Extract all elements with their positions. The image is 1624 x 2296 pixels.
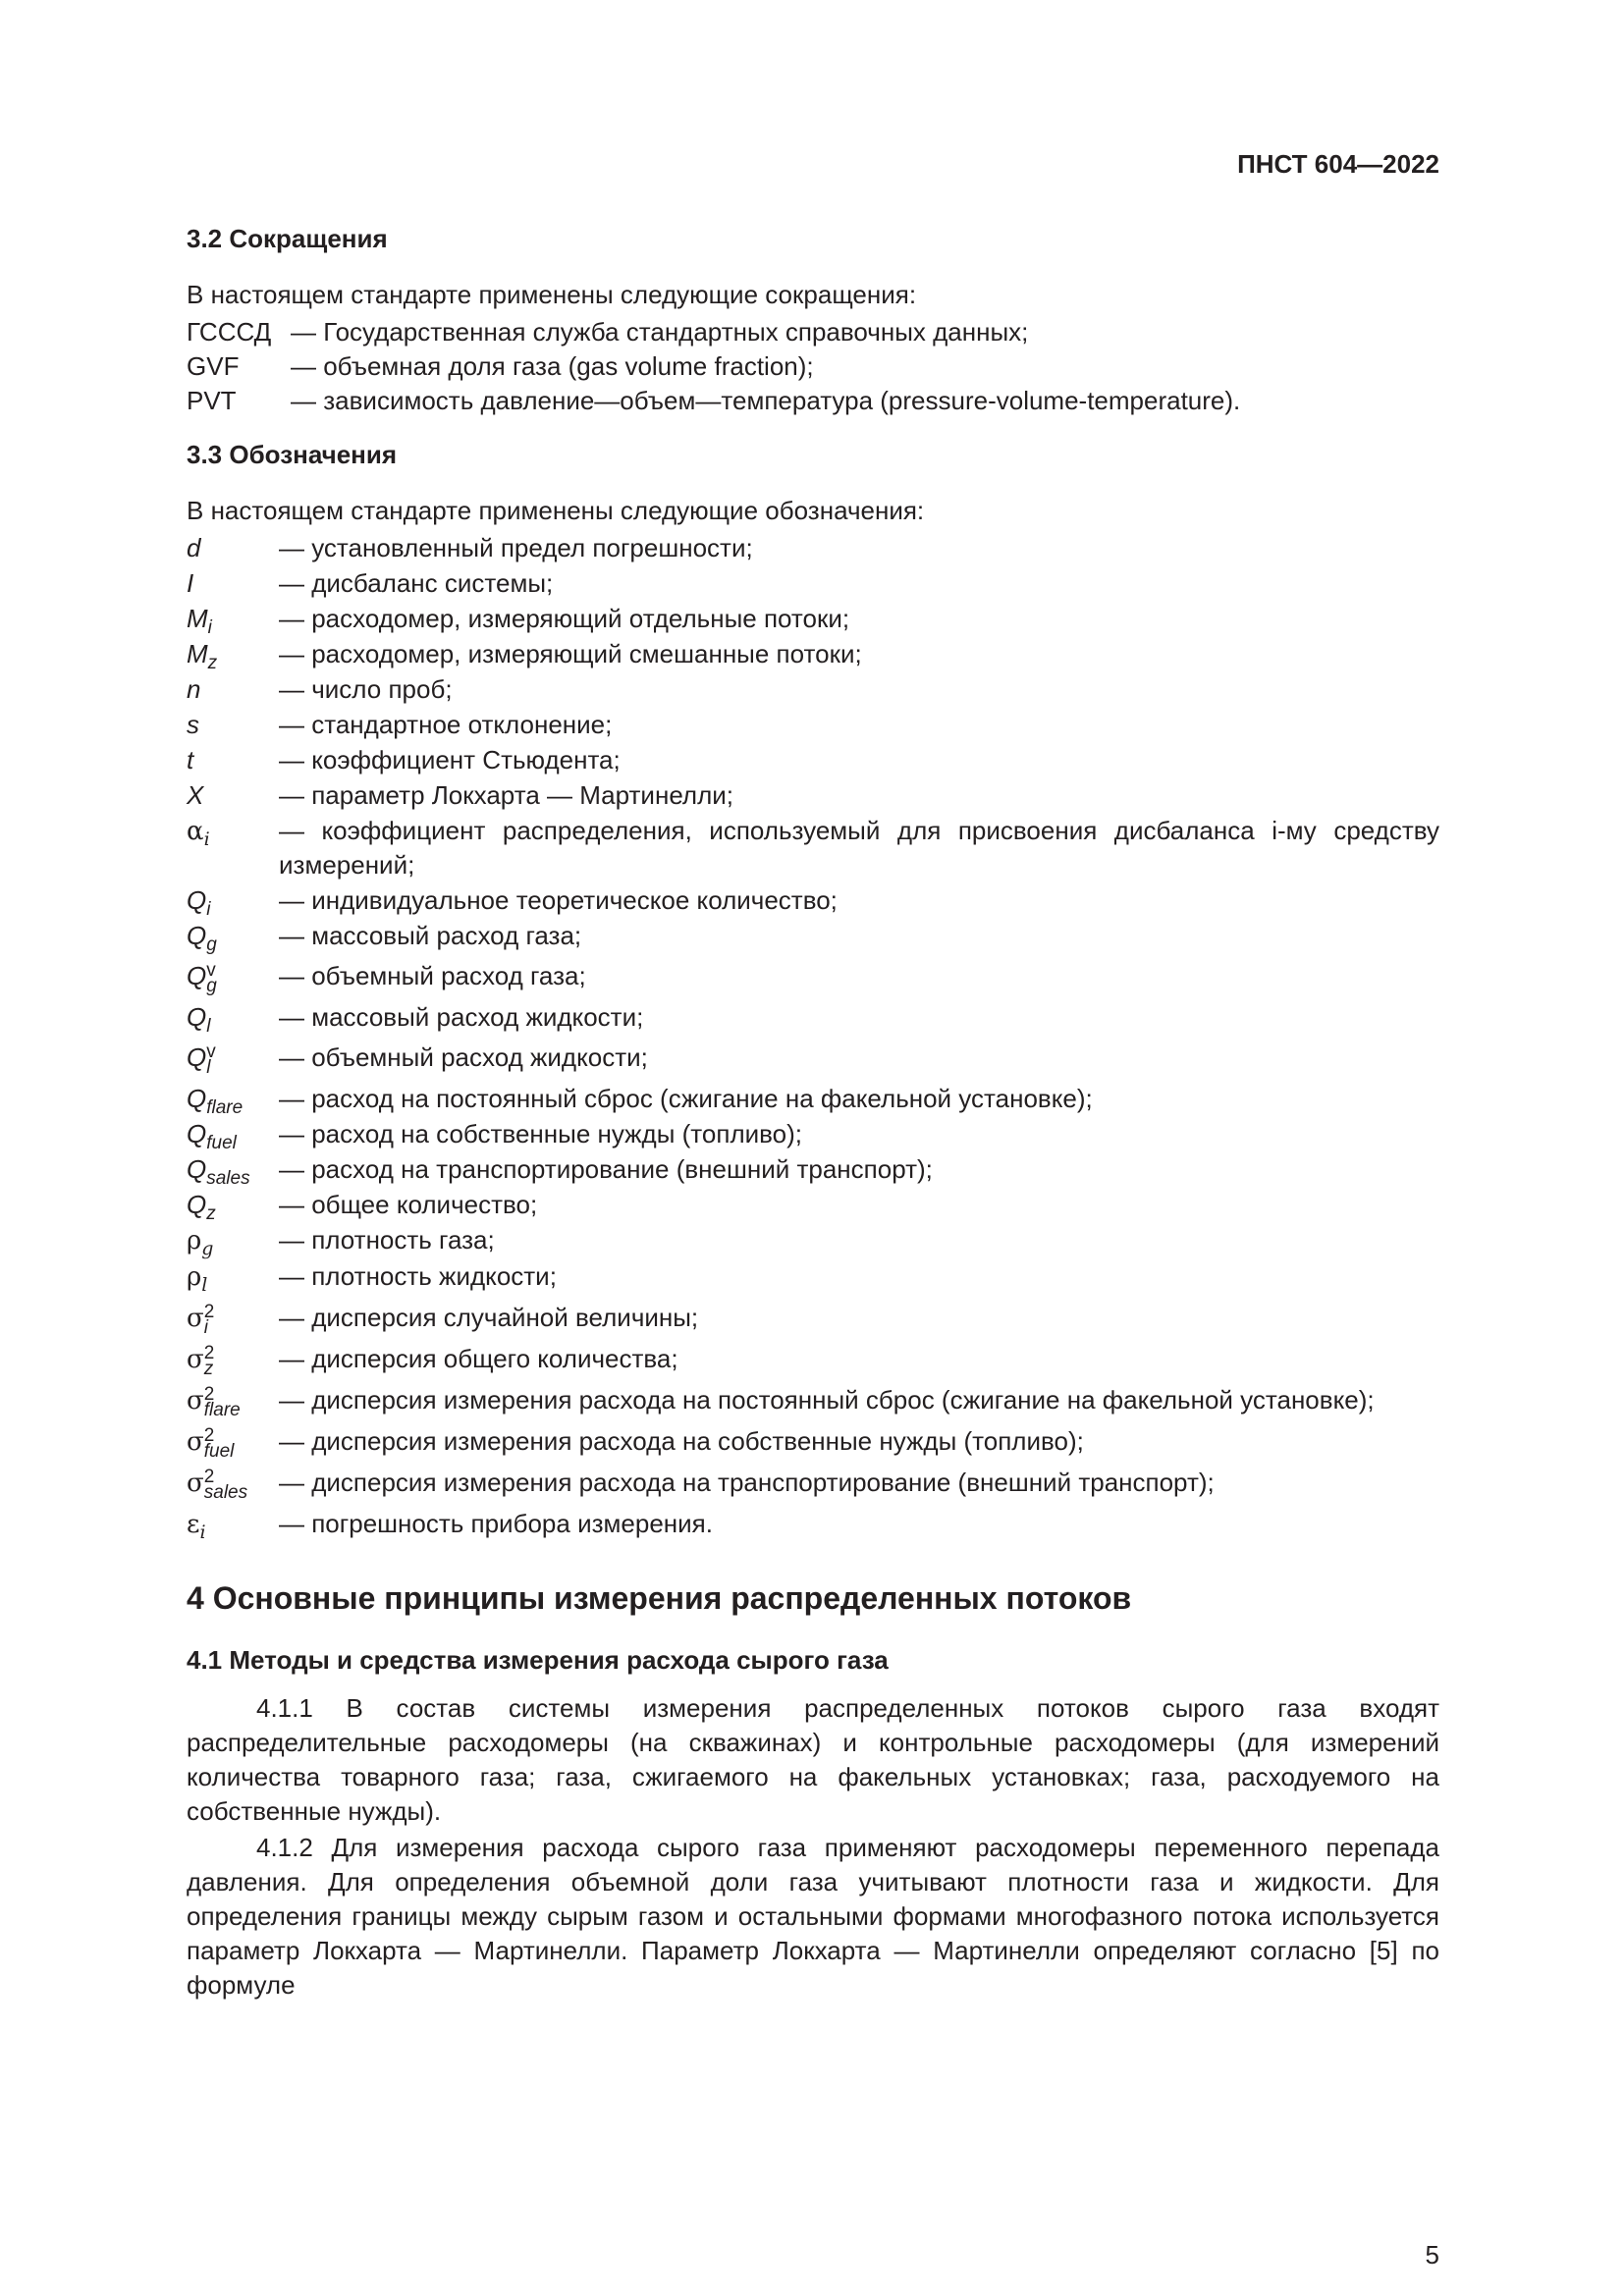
symbol-term (187, 1508, 279, 1542)
symbol-subscript: fuel (206, 1133, 237, 1154)
symbol-subscript: z (203, 1359, 214, 1379)
symbol-item (187, 1259, 1439, 1295)
symbol-item (187, 1424, 1439, 1460)
abbreviation-item (187, 349, 1439, 384)
symbol-subscript: i (199, 1522, 206, 1544)
symbol-item (187, 1041, 1439, 1076)
symbol-base: Q (187, 921, 207, 950)
symbol-base: ε (187, 1510, 200, 1539)
symbol-term (187, 883, 279, 921)
symbol-term (187, 1152, 279, 1190)
symbol-base: σ (187, 1304, 204, 1333)
symbol-subscript: i (203, 828, 210, 851)
symbol-term (187, 566, 279, 601)
symbol-subscript: flare (203, 1400, 241, 1420)
symbol-subscript: i (207, 617, 212, 639)
abbreviation-term: GVF (187, 351, 240, 381)
symbol-item (187, 1000, 1439, 1038)
symbol-base: σ (187, 1345, 204, 1374)
symbol-index-stack (203, 1384, 241, 1420)
symbol-item (187, 1507, 1439, 1542)
symbol-desc: — дисперсия измерения расхода на транспортирование (внешний транспорт); (279, 1468, 1215, 1497)
symbol-desc: — расходомер, измеряющий смешанные потоки; (279, 639, 862, 668)
paragraph-4-1-1: 4.1.1 В состав системы измерения распределенных потоков сырого газа входят распределительные расходомеры (на скважинах) и контрольные расходомеры (для измерений количества товарного газа; газа, сжигаемого на факельных установках; газа, расходуемого на собственные нужды). (187, 1693, 1439, 1826)
symbol-term (187, 1041, 279, 1076)
symbol-term (187, 672, 279, 707)
section-3-2-title: 3.2 Сокращения (187, 224, 388, 253)
paragraph-4-1-2: 4.1.2 Для измерения расхода сырого газа применяют расходомеры переменного перепада давления. Для определения объемной доли газа учитывают плотности газа и жидкости. Для определения границы между сырым газом и остальными формами многофазного потока используется параметр Локхарта — Мартинелли. Параметр Локхарта — Мартинелли определяют согласно [5] по формуле (187, 1833, 1439, 2000)
symbol-desc: — общее количество; (279, 1190, 538, 1219)
symbol-subscript: flare (206, 1097, 244, 1119)
symbol-item (187, 637, 1439, 674)
symbol-desc: — расход на собственные нужды (топливо); (279, 1119, 802, 1148)
symbols-list (187, 531, 1439, 1542)
symbol-item (187, 1466, 1439, 1501)
symbol-superscript: v (206, 960, 216, 981)
symbol-item (187, 778, 1439, 813)
symbol-subscript: fuel (203, 1441, 235, 1462)
symbol-desc: — число проб; (279, 674, 453, 704)
symbol-index-stack (203, 1302, 215, 1338)
symbol-superscript: v (206, 1041, 216, 1062)
symbol-subscript: i (203, 1317, 208, 1338)
symbol-base: Q (187, 961, 207, 990)
symbol-term (187, 708, 279, 742)
symbol-base: σ (187, 1427, 204, 1457)
symbol-subscript: z (206, 1203, 216, 1225)
symbol-superscript: 2 (203, 1467, 215, 1487)
symbol-base: n (187, 674, 201, 704)
symbol-term (187, 1384, 279, 1418)
symbol-desc: — параметр Локхарта — Мартинелли; (279, 780, 733, 810)
symbol-desc: — расход на постоянный сброс (сжигание на факельной установке); (279, 1084, 1093, 1113)
symbol-subscript: l (206, 1057, 211, 1078)
symbol-desc: — дисперсия измерения расхода на собственные нужды (топливо); (279, 1426, 1084, 1456)
symbol-base: Q (187, 1190, 207, 1219)
symbol-subscript: l (206, 1016, 211, 1038)
symbol-desc: — массовый расход газа; (279, 921, 582, 950)
abbreviation-item (187, 384, 1439, 418)
symbol-item (187, 814, 1439, 882)
symbol-base: σ (187, 1386, 204, 1415)
symbol-base: M (187, 604, 208, 633)
abbreviation-desc: — зависимость давление—объем—температура (pressure-volume-temperature). (291, 386, 1241, 415)
symbol-index-stack (206, 960, 217, 996)
symbol-item (187, 1342, 1439, 1377)
symbol-item (187, 1082, 1439, 1119)
symbol-item (187, 919, 1439, 956)
symbol-desc: — плотность газа; (279, 1225, 495, 1255)
section-3-3-intro: В настоящем стандарте применены следующие обозначения: (187, 496, 925, 525)
symbol-item (187, 1117, 1439, 1154)
symbol-term (187, 531, 279, 565)
symbol-base: s (187, 710, 199, 739)
symbol-term (187, 1343, 279, 1377)
symbol-term (187, 1467, 279, 1501)
symbol-term (187, 602, 279, 639)
symbol-desc: — коэффициент распределения, используемый для присвоения дисбаланса i-му средству измерений; (279, 816, 1439, 880)
abbreviation-item (187, 315, 1439, 349)
abbreviation-term: PVT (187, 386, 237, 415)
symbol-term (187, 1260, 279, 1295)
symbol-index-stack (203, 1425, 235, 1462)
symbol-desc: — массовый расход жидкости; (279, 1002, 644, 1032)
symbol-subscript: z (207, 653, 218, 674)
symbol-desc: — коэффициент Стьюдента; (279, 745, 621, 774)
symbol-subscript: g (206, 934, 217, 956)
symbol-term (187, 1188, 279, 1225)
symbol-superscript: 2 (203, 1302, 215, 1322)
symbol-base: d (187, 533, 201, 562)
abbreviation-desc: — Государственная служба стандартных справочных данных; (291, 317, 1029, 347)
symbol-term (187, 1117, 279, 1154)
symbol-subscript: g (201, 1238, 214, 1260)
symbol-item (187, 602, 1439, 639)
symbol-desc: — погрешность прибора измерения. (279, 1509, 713, 1538)
symbol-item (187, 708, 1439, 742)
symbol-desc: — расходомер, измеряющий отдельные потоки; (279, 604, 850, 633)
symbol-base: Q (187, 1042, 207, 1072)
symbol-item (187, 959, 1439, 994)
abbreviation-desc: — объемная доля газа (gas volume fraction); (291, 351, 814, 381)
symbol-item (187, 531, 1439, 565)
symbol-item (187, 743, 1439, 777)
symbol-base: M (187, 639, 208, 668)
symbol-desc: — дисперсия случайной величины; (279, 1303, 699, 1332)
symbol-superscript: 2 (203, 1425, 215, 1446)
symbol-subscript: l (201, 1274, 208, 1297)
symbol-item (187, 672, 1439, 707)
section-3-2-intro: В настоящем стандарте применены следующие сокращения: (187, 280, 917, 309)
symbol-base: ρ (187, 1262, 202, 1292)
symbol-base: Q (187, 1002, 207, 1032)
symbol-index-stack (204, 1469, 247, 1501)
symbol-base: Q (187, 885, 207, 915)
chapter-4-title: 4 Основные принципы измерения распределенных потоков (187, 1580, 1132, 1616)
symbol-term (187, 1425, 279, 1460)
symbol-superscript: 2 (203, 1343, 215, 1363)
page-number: 5 (1425, 2240, 1439, 2269)
subsection-4-1-title: 4.1 Методы и средства измерения расхода сырого газа (187, 1645, 889, 1675)
symbol-base: α (187, 817, 204, 846)
symbol-desc: — расход на транспортирование (внешний транспорт); (279, 1154, 933, 1184)
symbol-term (187, 815, 279, 849)
symbol-base: σ (187, 1468, 204, 1498)
symbol-index-stack (203, 1343, 215, 1379)
symbol-item (187, 1301, 1439, 1336)
symbol-item (187, 1188, 1439, 1225)
symbol-term (187, 637, 279, 674)
symbol-superscript: 2 (203, 1384, 215, 1405)
symbol-desc: — дисбаланс системы; (279, 568, 554, 598)
symbol-base: Q (187, 1154, 207, 1184)
section-3-3-title: 3.3 Обозначения (187, 440, 398, 469)
symbol-term (187, 1082, 279, 1119)
symbol-base: ρ (187, 1226, 202, 1255)
symbol-desc: — дисперсия измерения расхода на постоянный сброс (сжигание на факельной установке); (279, 1385, 1375, 1415)
symbol-term (187, 919, 279, 956)
symbol-base: t (187, 745, 194, 774)
symbol-item (187, 883, 1439, 921)
symbol-item (187, 1223, 1439, 1258)
symbol-item (187, 1383, 1439, 1418)
symbol-base: X (187, 780, 204, 810)
symbol-desc: — объемный расход жидкости; (279, 1042, 648, 1072)
symbol-term (187, 1224, 279, 1258)
symbol-term (187, 1000, 279, 1038)
symbol-term (187, 959, 279, 994)
symbol-subscript: i (206, 899, 211, 921)
document-code: ПНСТ 604—2022 (1237, 149, 1439, 179)
symbol-term (187, 743, 279, 777)
symbol-index-stack (206, 1041, 216, 1078)
symbol-desc: — дисперсия общего количества; (279, 1344, 678, 1373)
abbreviation-term: ГСССД (187, 317, 272, 347)
symbol-term (187, 778, 279, 813)
symbol-base: Q (187, 1119, 207, 1148)
symbol-base: Q (187, 1084, 207, 1113)
symbol-desc: — индивидуальное теоретическое количество; (279, 885, 838, 915)
symbol-desc: — установленный предел погрешности; (279, 533, 753, 562)
symbol-term (187, 1302, 279, 1336)
symbol-subscript: sales (203, 1482, 248, 1503)
symbol-item (187, 566, 1439, 601)
symbol-desc: — объемный расход газа; (279, 961, 586, 990)
page-content (187, 222, 1439, 2002)
symbol-desc: — стандартное отклонение; (279, 710, 613, 739)
symbol-desc: — плотность жидкости; (279, 1261, 557, 1291)
symbol-subscript: g (206, 976, 217, 996)
symbol-item (187, 1152, 1439, 1190)
symbol-subscript: sales (206, 1168, 250, 1190)
symbol-base: I (187, 568, 194, 598)
abbreviations-list (187, 315, 1439, 418)
